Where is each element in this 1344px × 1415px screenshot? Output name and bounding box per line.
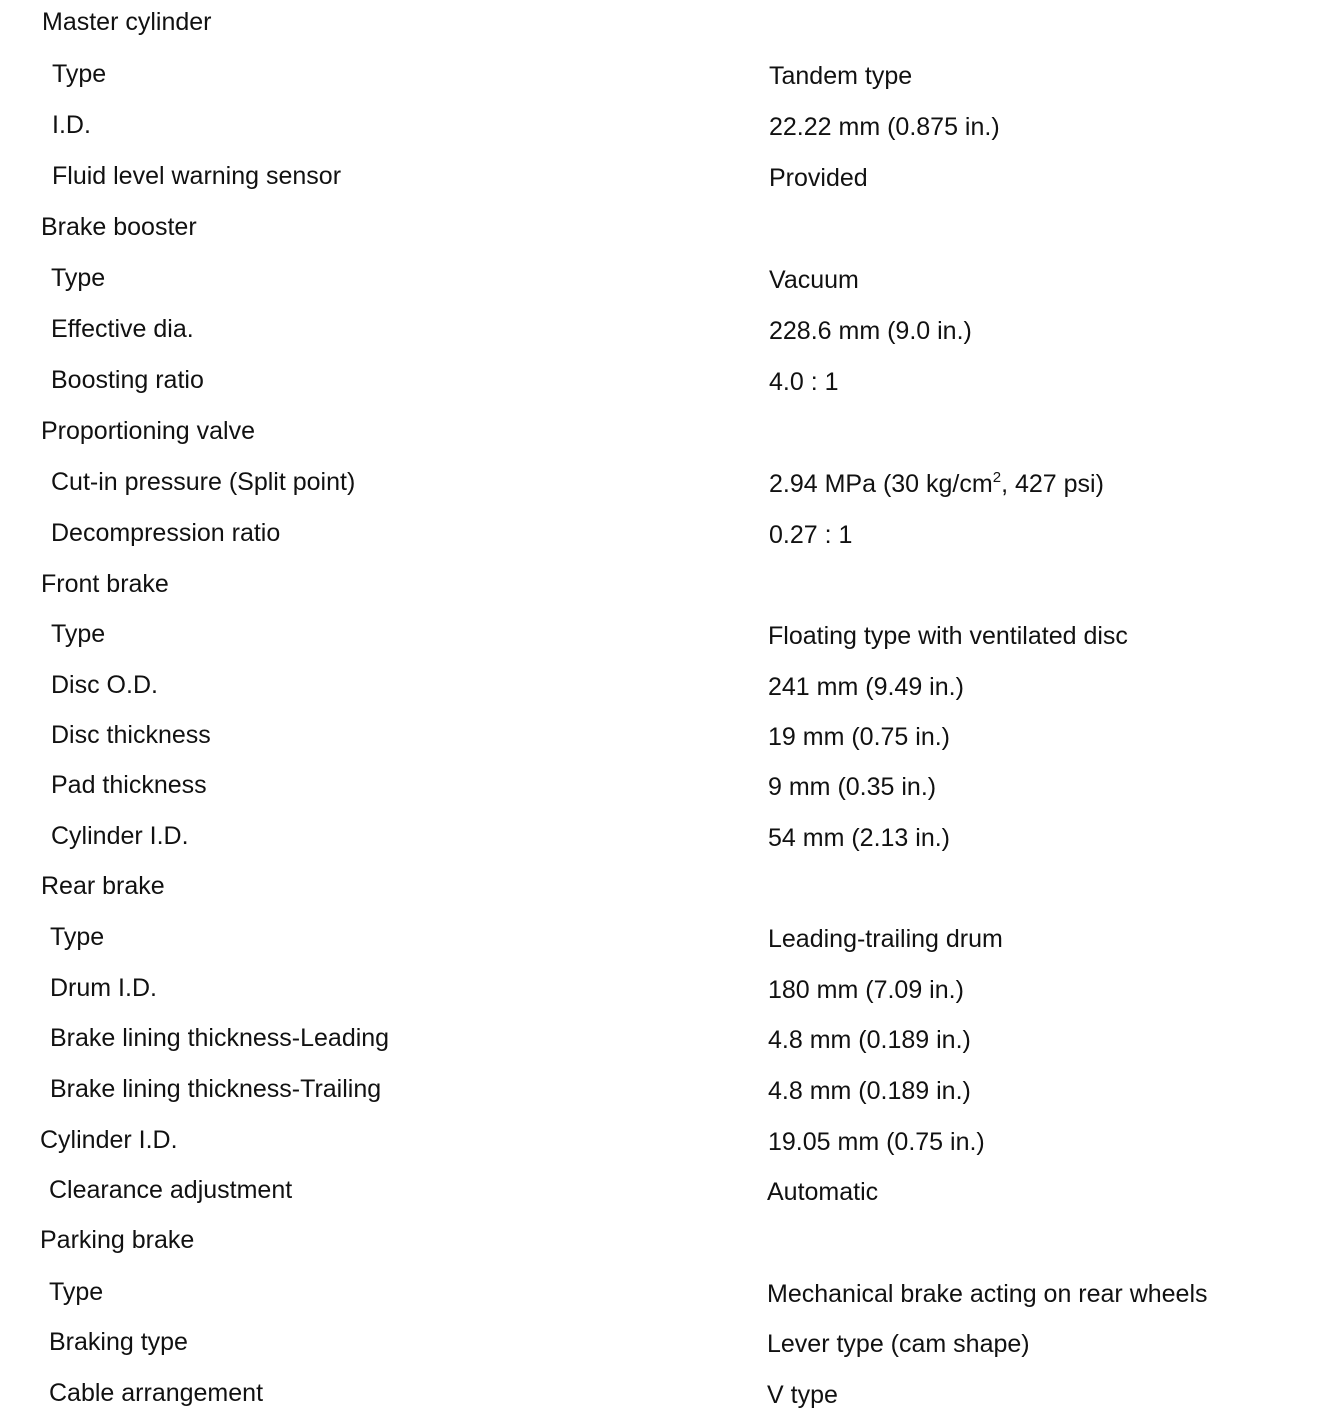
spec-row [0,258,1344,298]
spec-label: Boosting ratio [51,366,204,394]
section-header-brake-booster [0,207,1344,247]
spec-label: I.D. [52,111,91,139]
spec-label: Type [49,1278,104,1306]
spec-row [0,54,1344,94]
spec-value: Lever type (cam shape) [767,1330,1030,1358]
spec-value: 241 mm (9.49 in.) [768,673,964,701]
spec-label: Clearance adjustment [49,1176,293,1204]
spec-value: Floating type with ventilated disc [768,622,1128,650]
spec-label: Disc thickness [51,721,211,749]
spec-value: Vacuum [769,266,859,294]
spec-row [0,1069,1344,1109]
spec-label: Type [51,620,106,648]
spec-value: 180 mm (7.09 in.) [768,976,964,1004]
spec-value: 19 mm (0.75 in.) [768,723,951,751]
spec-value: Provided [769,164,868,192]
spec-row [0,309,1344,349]
spec-label: Cut-in pressure (Split point) [51,468,356,496]
spec-row [0,614,1344,654]
spec-value: 4.0 : 1 [769,368,839,396]
spec-row [0,513,1344,553]
spec-label: Type [52,60,107,88]
section-header-front-brake [0,564,1344,604]
spec-label: Brake lining thickness-Trailing [50,1075,382,1103]
section-header-proportioning-valve [0,411,1344,451]
spec-value: V type [767,1381,838,1409]
spec-row [0,816,1344,856]
spec-value: Tandem type [769,62,913,90]
spec-row [0,462,1344,502]
spec-row [0,968,1344,1008]
spec-row [0,156,1344,196]
section-header-rear-brake [0,866,1344,906]
section-title: Parking brake [40,1226,195,1254]
spec-row [0,1018,1344,1058]
spec-row [0,917,1344,957]
section-title: Front brake [41,570,169,598]
spec-label: Drum I.D. [50,974,157,1002]
spec-value: Mechanical brake acting on rear wheels [767,1280,1208,1308]
spec-label: Pad thickness [51,771,207,799]
spec-row [0,1272,1344,1312]
spec-value: 54 mm (2.13 in.) [768,824,951,852]
spec-label: Brake lining thickness-Leading [50,1024,390,1052]
spec-value: Automatic [767,1178,879,1206]
spec-value: Leading-trailing drum [768,925,1003,953]
section-title: Proportioning valve [41,417,256,445]
spec-value: 0.27 : 1 [769,521,853,549]
value-text: , 427 psi) [1001,470,1104,498]
section-title: Brake booster [41,213,197,241]
spec-row [0,765,1344,805]
spec-label: Effective dia. [51,315,194,343]
spec-value: 4.8 mm (0.189 in.) [768,1026,971,1054]
spec-row [0,1120,1344,1160]
spec-label: Braking type [49,1328,188,1356]
spec-value: 228.6 mm (9.0 in.) [769,317,972,345]
spec-value: 9 mm (0.35 in.) [768,773,937,801]
spec-row [0,665,1344,705]
value-text: 2.94 MPa (30 kg/cm [769,470,993,498]
spec-label: Cylinder I.D. [40,1126,178,1154]
section-header-parking-brake [0,1220,1344,1260]
section-title: Rear brake [41,872,165,900]
section-title: Master cylinder [42,8,212,36]
spec-row [0,105,1344,145]
spec-label: Decompression ratio [51,519,281,547]
spec-label: Type [51,264,106,292]
spec-value: 19.05 mm (0.75 in.) [768,1128,985,1156]
spec-label: Fluid level warning sensor [52,162,342,190]
spec-value [769,464,1104,504]
spec-value: 4.8 mm (0.189 in.) [768,1077,971,1105]
spec-value: 22.22 mm (0.875 in.) [769,113,1000,141]
spec-label: Type [50,923,105,951]
spec-label: Cylinder I.D. [51,822,189,850]
section-header-master-cylinder [0,2,1344,42]
spec-row [0,1322,1344,1362]
spec-label: Cable arrangement [49,1379,264,1407]
spec-row [0,715,1344,755]
superscript: 2 [992,469,1002,486]
spec-row [0,1373,1344,1413]
spec-row [0,1170,1344,1210]
spec-row [0,360,1344,400]
spec-label: Disc O.D. [51,671,158,699]
